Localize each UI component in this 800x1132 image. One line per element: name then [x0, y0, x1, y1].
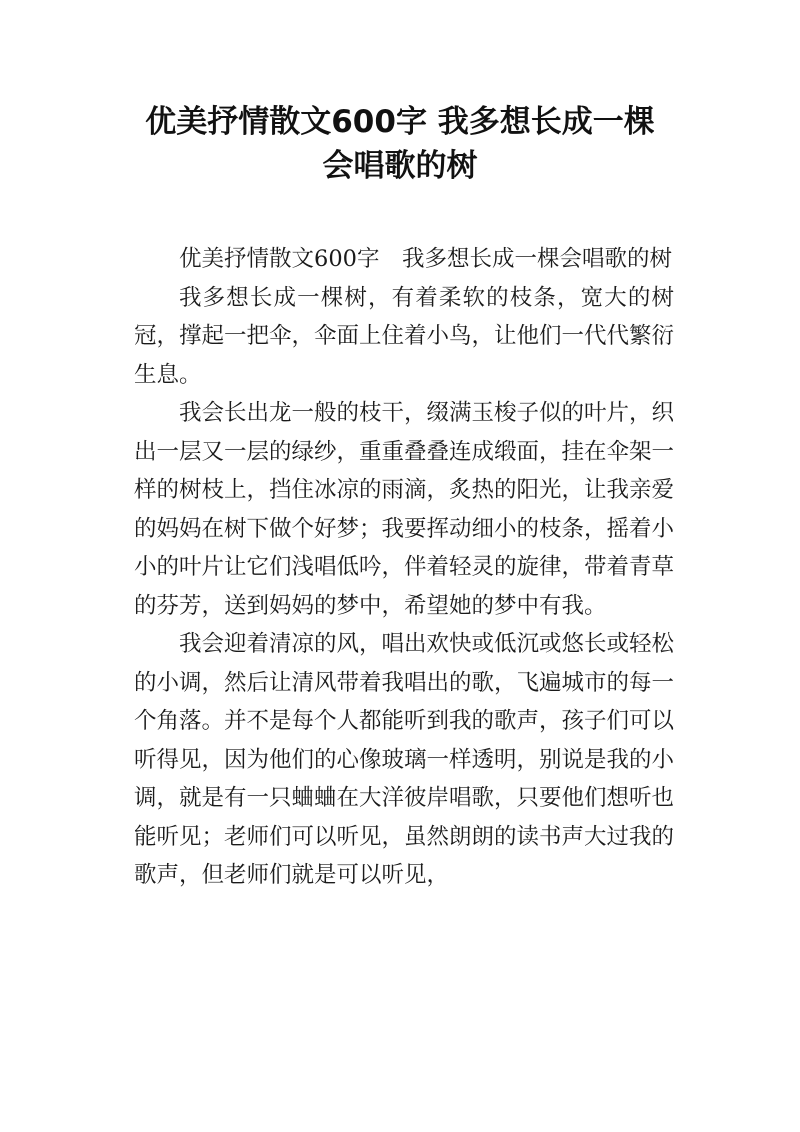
document-body: [134, 240, 674, 895]
title-line-2: 会唱歌的树: [322, 148, 478, 184]
document-title: [110, 100, 690, 188]
body-paragraph: 我会迎着清凉的风，唱出欢快或低沉或悠长或轻松的小调，然后让清风带着我唱出的歌，飞遍城市的每一个角落。并不是每个人都能听到我的歌声，孩子们可以听得见，因为他们的心像玻璃一样透明，别说是我的小调，就是有一只蛐蛐在大洋彼岸唱歌，只要他们想听也能听见；老师们可以听见，虽然朗朗的读书声大过我的歌声，但老师们就是可以听见，: [134, 631, 675, 888]
body-paragraph: 我多想长成一棵树，有着柔软的枝条，宽大的树冠，撑起一把伞，伞面上住着小鸟，让他们一代代繁衍生息。: [134, 284, 675, 388]
body-paragraph: 优美抒情散文600字 我多想长成一棵会唱歌的树: [179, 246, 672, 272]
title-line-1: 优美抒情散文600字 我多想长成一棵: [145, 104, 655, 140]
body-paragraph: 我会长出龙一般的枝干，缀满玉梭子似的叶片，织出一层又一层的绿纱，重重叠叠连成缎面，挂在伞架一样的树枝上，挡住冰凉的雨滴，炙热的阳光，让我亲爱的妈妈在树下做个好梦；我要挥动细小的枝条，摇着小小的叶片让它们浅唱低吟，伴着轻灵的旋律，带着青草的芬芳，送到妈妈的梦中，希望她的梦中有我。: [134, 400, 675, 619]
